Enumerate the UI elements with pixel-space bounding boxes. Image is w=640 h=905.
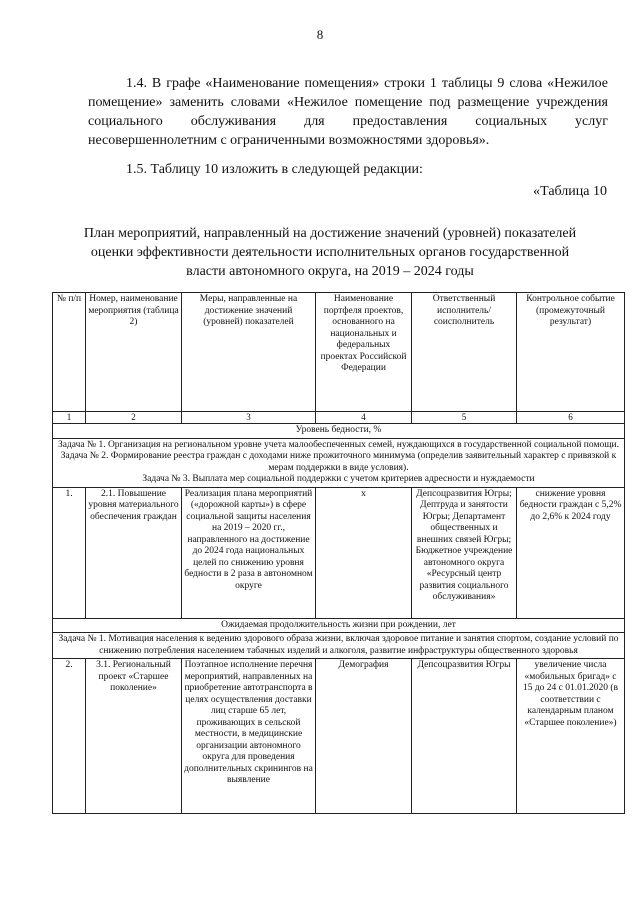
row-measures: Поэтапное исполнение перечня мероприятий, направленных на приобретение автотранспорта в целях осуществления доставки лиц старше 65 лет, проживающих в сельской местности, в медицинские организации автономного округа для проведения дополнительных скринингов на выявление xyxy=(182,659,316,814)
task-3: Задача № 3. Выплата мер социальной поддержки с учетом критериев адресности и нуждаемости xyxy=(142,474,535,484)
task-1-life: Задача № 1. Мотивация населения к ведению здорового образа жизни, включая здоровое питание и занятия спортом, создание условий по снижению потребления населением табачных изделий и алкоголя, развитие инфраструктуры общественного здоровья xyxy=(53,633,625,659)
col-number: 4 xyxy=(316,412,412,424)
column-numbers-row xyxy=(53,412,625,424)
task-2: Задача № 2. Формирование реестра граждан с доходами ниже прожиточного минимума (определив заявительный характер с привязкой к мерам поддержки в виде условия). xyxy=(60,451,617,473)
header-portfolio: Наименование портфеля проектов, основанного на национальных и федеральных проектах Российской Федерации xyxy=(316,293,412,412)
header-control: Контрольное событие (промежуточный результат) xyxy=(517,293,625,412)
header-event: Номер, наименование мероприятия (таблица 2) xyxy=(86,293,182,412)
col-number: 6 xyxy=(517,412,625,424)
task-1: Задача № 1. Организация на региональном уровне учета малообеспеченных семей, нуждающихся в государственной социальной помощи. xyxy=(57,439,619,450)
row-executor: Депсоцразвития Югры; Дептруда и занятости Югры; Департамент общественных и внешних связей Югры; Бюджетное учреждение автономного округа «Ресурсный центр развития социального обслуживания» xyxy=(412,487,517,618)
header-measures: Меры, направленные на достижение значений (уровней) показателей xyxy=(182,293,316,412)
plan-table xyxy=(52,292,625,814)
tasks-poverty xyxy=(53,438,625,487)
row-control: снижение уровня бедности граждан с 5,2% до 2,6% к 2024 году xyxy=(517,487,625,618)
row-num: 2. xyxy=(53,659,86,814)
col-number: 2 xyxy=(86,412,182,424)
tasks-row xyxy=(53,633,625,659)
paragraph-1-5: 1.5. Таблицу 10 изложить в следующей редакции: xyxy=(126,162,423,177)
table-row xyxy=(53,659,625,814)
row-event: 3.1. Региональный проект «Старшее поколение» xyxy=(86,659,182,814)
row-portfolio: х xyxy=(316,487,412,618)
indicator-poverty: Уровень бедности, % xyxy=(53,424,625,439)
col-number: 5 xyxy=(412,412,517,424)
header-num: № п/п xyxy=(53,293,86,412)
col-number: 3 xyxy=(182,412,316,424)
indicator-row xyxy=(53,618,625,633)
table-header-row xyxy=(53,293,625,412)
row-measures: Реализация плана мероприятий («дорожной карты») в сфере социальной защиты населения на 2019 – 2020 гг., направленного на достижение до 2024 года национальных целей по снижению уровня бедности в 2 раза в автономном округе xyxy=(182,487,316,618)
document-title: План мероприятий, направленный на достижение значений (уровней) показателей оценки эффективности деятельности исполнительных органов государственной власти автономного округа, на 2019 – 2024 годы xyxy=(83,226,577,279)
indicator-life-expectancy: Ожидаемая продолжительность жизни при рождении, лет xyxy=(53,618,625,633)
paragraph-1-4: 1.4. В графе «Наименование помещения» строки 1 таблицы 9 слова «Нежилое помещение» заменить словами «Нежилое помещение под размещение учреждения социального обслуживания для предоставления социальных услуг несовершеннолетним с ограниченными возможностями здоровья». xyxy=(88,76,608,148)
indicator-row xyxy=(53,424,625,439)
row-control: увеличение числа «мобильных бригад» с 15 до 24 с 01.01.2020 (в соответствии с календарным планом «Старшее поколение») xyxy=(517,659,625,814)
row-portfolio: Демография xyxy=(316,659,412,814)
col-number: 1 xyxy=(53,412,86,424)
tasks-row xyxy=(53,438,625,487)
row-num: 1. xyxy=(53,487,86,618)
header-executor: Ответственный исполнитель/ соисполнитель xyxy=(412,293,517,412)
row-event: 2.1. Повышение уровня материального обеспечения граждан xyxy=(86,487,182,618)
row-executor: Депсоцразвития Югры xyxy=(412,659,517,814)
table-row xyxy=(53,487,625,618)
page-number: 8 xyxy=(316,27,324,42)
table-caption: «Таблица 10 xyxy=(533,184,607,199)
